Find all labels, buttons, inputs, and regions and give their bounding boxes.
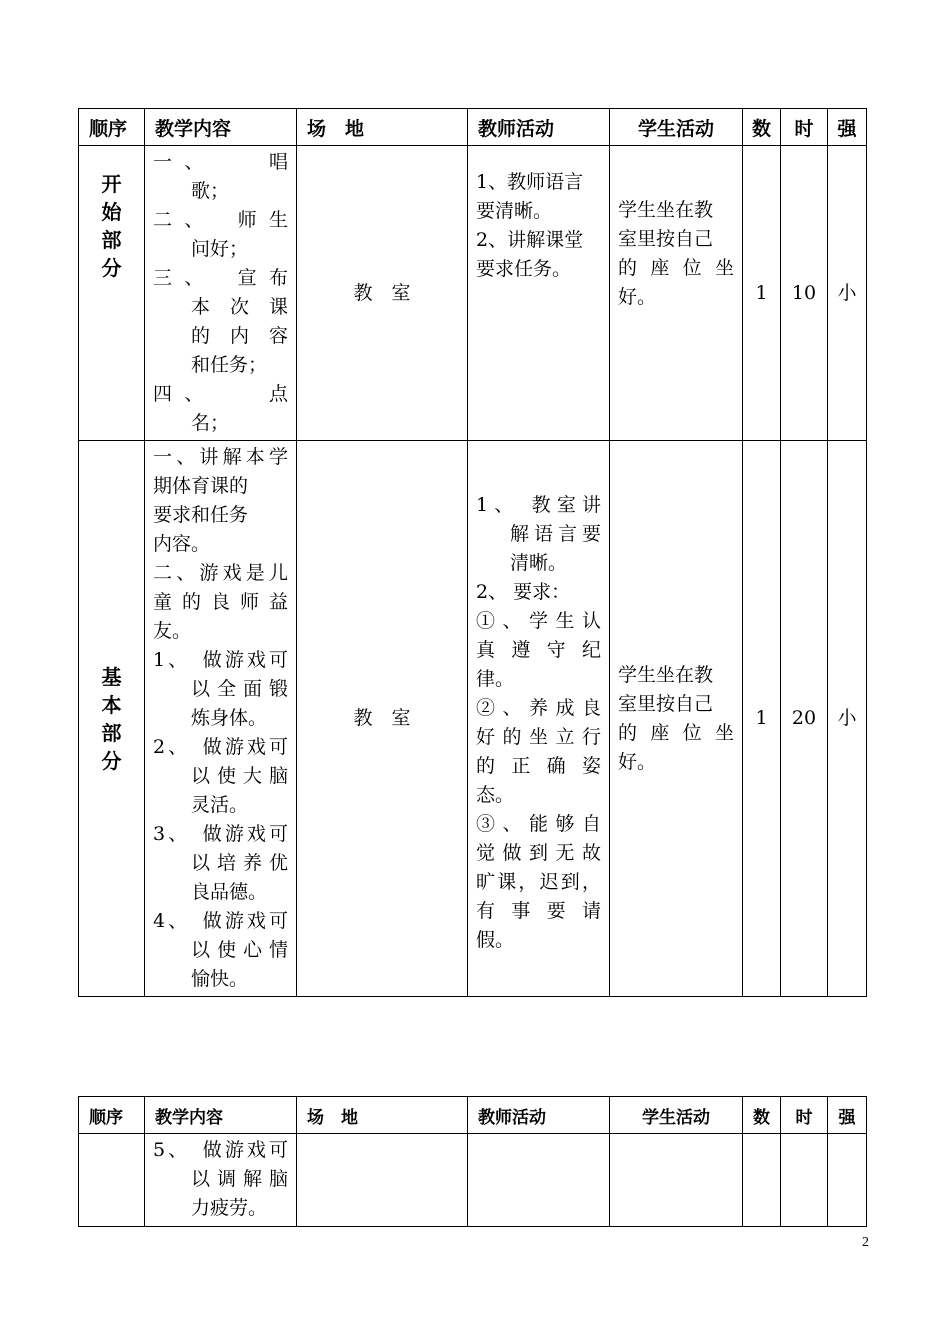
header-teacher: 教师活动 [468, 109, 610, 146]
student-activity: 学生坐在教 室里按自己 的座位坐 好。 [610, 441, 743, 997]
section-label: 开 始 部 分 [79, 146, 145, 441]
header-intensity: 强 [828, 1097, 867, 1134]
lesson-plan-table [78, 108, 867, 997]
teaching-content: 5、 做游戏可 以调解脑 力疲劳。 [145, 1134, 297, 1227]
teaching-content: 一、讲解本学 期体育课的 要求和任务 内容。 二、游戏是儿 童的良师益 友。 1、 做游戏可 以全面锻 炼身体。 2、 做游戏可 以使大脑 灵活。 3、 做游戏可 以培养优 良品德。 4、 做游戏可 以使心情 愉快。 [145, 441, 297, 997]
header-order: 顺序 [79, 109, 145, 146]
header-venue: 场 地 [297, 109, 468, 146]
intensity-value: 小 [828, 441, 867, 997]
venue: 教 室 [297, 441, 468, 997]
header-count: 数 [743, 109, 781, 146]
intensity-value: 小 [828, 146, 867, 441]
page-number: 2 [862, 1235, 869, 1250]
intensity-value [828, 1134, 867, 1227]
section-label [79, 1134, 145, 1227]
teacher-activity: 1、 教室讲 解语言要 清晰。 2、 要求： ①、学生认 真遵守纪 律。 ②、养成良 好的坐立行 的正确姿 态。 ③、能够自 觉做到无故 旷课，迟到， 有事要请 假。 [468, 441, 610, 997]
header-count: 数 [743, 1097, 781, 1134]
header-time: 时 [781, 1097, 828, 1134]
header-student: 学生活动 [610, 109, 743, 146]
student-activity [610, 1134, 743, 1227]
teacher-activity [468, 1134, 610, 1227]
teaching-content: 一、 唱 歌； 二、 师生 问好； 三、 宣布 本次课 的内容 和任务； 四、 点 名； [145, 146, 297, 441]
time-value: 10 [781, 146, 828, 441]
header-time: 时 [781, 109, 828, 146]
table-row [79, 146, 867, 441]
table-header-row [79, 109, 867, 146]
header-content: 教学内容 [145, 1097, 297, 1134]
header-intensity: 强 [828, 109, 867, 146]
lesson-plan-table-continued [78, 1096, 867, 1227]
count-value: 1 [743, 441, 781, 997]
time-value [781, 1134, 828, 1227]
venue: 教 室 [297, 146, 468, 441]
header-teacher: 教师活动 [468, 1097, 610, 1134]
header-order: 顺序 [79, 1097, 145, 1134]
teacher-activity: 1、教师语言 要清晰。 2、讲解课堂 要求任务。 [468, 146, 610, 441]
table-row [79, 1134, 867, 1227]
table-header-row [79, 1097, 867, 1134]
venue [297, 1134, 468, 1227]
student-activity: 学生坐在教 室里按自己 的座位坐 好。 [610, 146, 743, 441]
count-value [743, 1134, 781, 1227]
count-value: 1 [743, 146, 781, 441]
header-venue: 场 地 [297, 1097, 468, 1134]
section-label: 基 本 部 分 [79, 441, 145, 997]
header-content: 教学内容 [145, 109, 297, 146]
header-student: 学生活动 [610, 1097, 743, 1134]
table-row [79, 441, 867, 997]
time-value: 20 [781, 441, 828, 997]
